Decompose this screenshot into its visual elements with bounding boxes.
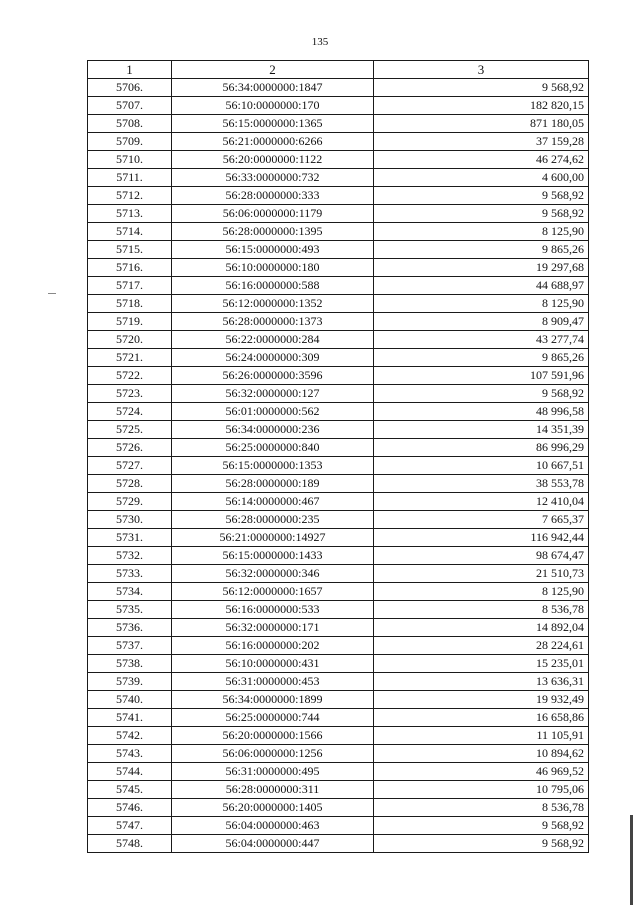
row-number-cell: 5727. [88, 457, 172, 475]
amount-cell: 10 667,51 [374, 457, 589, 475]
row-number-cell: 5728. [88, 475, 172, 493]
table-row [88, 493, 589, 511]
table-row [88, 457, 589, 475]
row-number-cell: 5715. [88, 241, 172, 259]
row-number-cell: 5712. [88, 187, 172, 205]
column-header-2: 2 [172, 61, 374, 79]
column-header-1: 1 [88, 61, 172, 79]
cadastral-number-cell: 56:06:0000000:1256 [172, 745, 374, 763]
row-number-cell: 5714. [88, 223, 172, 241]
row-number-cell: 5730. [88, 511, 172, 529]
table-row [88, 115, 589, 133]
amount-cell: 16 658,86 [374, 709, 589, 727]
cadastral-number-cell: 56:15:0000000:1365 [172, 115, 374, 133]
row-number-cell: 5746. [88, 799, 172, 817]
amount-cell: 19 297,68 [374, 259, 589, 277]
amount-cell: 8 536,78 [374, 601, 589, 619]
amount-cell: 12 410,04 [374, 493, 589, 511]
row-number-cell: 5734. [88, 583, 172, 601]
amount-cell: 871 180,05 [374, 115, 589, 133]
table-row [88, 745, 589, 763]
row-number-cell: 5721. [88, 349, 172, 367]
table-row [88, 367, 589, 385]
row-number-cell: 5742. [88, 727, 172, 745]
row-number-cell: 5718. [88, 295, 172, 313]
cadastral-number-cell: 56:04:0000000:463 [172, 817, 374, 835]
table-row [88, 151, 589, 169]
amount-cell: 9 568,92 [374, 835, 589, 853]
row-number-cell: 5738. [88, 655, 172, 673]
table-row [88, 601, 589, 619]
amount-cell: 98 674,47 [374, 547, 589, 565]
row-number-cell: 5747. [88, 817, 172, 835]
page-edge-mark [630, 815, 633, 905]
row-number-cell: 5733. [88, 565, 172, 583]
cadastral-number-cell: 56:32:0000000:127 [172, 385, 374, 403]
row-number-cell: 5731. [88, 529, 172, 547]
row-number-cell: 5711. [88, 169, 172, 187]
row-number-cell: 5709. [88, 133, 172, 151]
row-number-cell: 5706. [88, 79, 172, 97]
cadastral-number-cell: 56:21:0000000:6266 [172, 133, 374, 151]
amount-cell: 19 932,49 [374, 691, 589, 709]
cadastral-number-cell: 56:16:0000000:533 [172, 601, 374, 619]
cadastral-number-cell: 56:28:0000000:1395 [172, 223, 374, 241]
cadastral-number-cell: 56:04:0000000:447 [172, 835, 374, 853]
amount-cell: 107 591,96 [374, 367, 589, 385]
column-header-3: 3 [374, 61, 589, 79]
amount-cell: 9 568,92 [374, 187, 589, 205]
table-row [88, 133, 589, 151]
amount-cell: 116 942,44 [374, 529, 589, 547]
amount-cell: 43 277,74 [374, 331, 589, 349]
table-row [88, 205, 589, 223]
table-row [88, 421, 589, 439]
table-row [88, 655, 589, 673]
table-row [88, 781, 589, 799]
cadastral-number-cell: 56:15:0000000:493 [172, 241, 374, 259]
table-row [88, 529, 589, 547]
table-row [88, 97, 589, 115]
row-number-cell: 5710. [88, 151, 172, 169]
amount-cell: 8 125,90 [374, 583, 589, 601]
row-number-cell: 5716. [88, 259, 172, 277]
amount-cell: 46 274,62 [374, 151, 589, 169]
table-row [88, 79, 589, 97]
table-header [88, 61, 589, 79]
table-row [88, 295, 589, 313]
amount-cell: 9 568,92 [374, 205, 589, 223]
table-row [88, 241, 589, 259]
amount-cell: 14 351,39 [374, 421, 589, 439]
amount-cell: 9 865,26 [374, 241, 589, 259]
page-number: 135 [311, 36, 329, 48]
cadastral-number-cell: 56:10:0000000:431 [172, 655, 374, 673]
amount-cell: 46 969,52 [374, 763, 589, 781]
table-row [88, 619, 589, 637]
amount-cell: 48 996,58 [374, 403, 589, 421]
table-row [88, 259, 589, 277]
table-row [88, 709, 589, 727]
row-number-cell: 5724. [88, 403, 172, 421]
table-row [88, 349, 589, 367]
row-number-cell: 5717. [88, 277, 172, 295]
table-row [88, 313, 589, 331]
cadastral-number-cell: 56:21:0000000:14927 [172, 529, 374, 547]
cadastral-number-cell: 56:16:0000000:588 [172, 277, 374, 295]
row-number-cell: 5735. [88, 601, 172, 619]
cadastral-number-cell: 56:28:0000000:235 [172, 511, 374, 529]
row-number-cell: 5745. [88, 781, 172, 799]
cadastral-number-cell: 56:33:0000000:732 [172, 169, 374, 187]
row-number-cell: 5713. [88, 205, 172, 223]
table-row [88, 385, 589, 403]
table-row [88, 817, 589, 835]
cadastral-number-cell: 56:22:0000000:284 [172, 331, 374, 349]
amount-cell: 13 636,31 [374, 673, 589, 691]
row-number-cell: 5722. [88, 367, 172, 385]
table-row [88, 763, 589, 781]
cadastral-number-cell: 56:24:0000000:309 [172, 349, 374, 367]
table-row [88, 727, 589, 745]
table-row [88, 277, 589, 295]
row-number-cell: 5723. [88, 385, 172, 403]
row-number-cell: 5729. [88, 493, 172, 511]
amount-cell: 11 105,91 [374, 727, 589, 745]
table-row [88, 673, 589, 691]
amount-cell: 10 894,62 [374, 745, 589, 763]
cadastral-number-cell: 56:12:0000000:1352 [172, 295, 374, 313]
amount-cell: 14 892,04 [374, 619, 589, 637]
cadastral-number-cell: 56:28:0000000:1373 [172, 313, 374, 331]
row-number-cell: 5720. [88, 331, 172, 349]
row-number-cell: 5739. [88, 673, 172, 691]
table-row [88, 223, 589, 241]
table-row [88, 439, 589, 457]
table-row [88, 637, 589, 655]
header-row [88, 61, 589, 79]
table-row [88, 691, 589, 709]
data-table [87, 60, 589, 853]
scan-artifact-mark [48, 293, 56, 294]
cadastral-number-cell: 56:20:0000000:1566 [172, 727, 374, 745]
cadastral-number-cell: 56:32:0000000:171 [172, 619, 374, 637]
amount-cell: 21 510,73 [374, 565, 589, 583]
cadastral-number-cell: 56:16:0000000:202 [172, 637, 374, 655]
table-row [88, 583, 589, 601]
row-number-cell: 5740. [88, 691, 172, 709]
amount-cell: 38 553,78 [374, 475, 589, 493]
row-number-cell: 5744. [88, 763, 172, 781]
cadastral-number-cell: 56:28:0000000:311 [172, 781, 374, 799]
amount-cell: 10 795,06 [374, 781, 589, 799]
cadastral-number-cell: 56:25:0000000:840 [172, 439, 374, 457]
amount-cell: 9 568,92 [374, 79, 589, 97]
amount-cell: 8 125,90 [374, 295, 589, 313]
amount-cell: 8 536,78 [374, 799, 589, 817]
cadastral-number-cell: 56:20:0000000:1405 [172, 799, 374, 817]
cadastral-number-cell: 56:10:0000000:170 [172, 97, 374, 115]
cadastral-number-cell: 56:26:0000000:3596 [172, 367, 374, 385]
amount-cell: 9 568,92 [374, 385, 589, 403]
cadastral-number-cell: 56:15:0000000:1433 [172, 547, 374, 565]
table-row [88, 403, 589, 421]
cadastral-number-cell: 56:28:0000000:189 [172, 475, 374, 493]
cadastral-number-cell: 56:14:0000000:467 [172, 493, 374, 511]
table-row [88, 565, 589, 583]
row-number-cell: 5737. [88, 637, 172, 655]
table-row [88, 475, 589, 493]
cadastral-number-cell: 56:34:0000000:236 [172, 421, 374, 439]
row-number-cell: 5725. [88, 421, 172, 439]
cadastral-number-cell: 56:31:0000000:495 [172, 763, 374, 781]
table-row [88, 799, 589, 817]
cadastral-number-cell: 56:01:0000000:562 [172, 403, 374, 421]
table-row [88, 835, 589, 853]
table-row [88, 187, 589, 205]
cadastral-number-cell: 56:12:0000000:1657 [172, 583, 374, 601]
amount-cell: 7 665,37 [374, 511, 589, 529]
cadastral-number-cell: 56:25:0000000:744 [172, 709, 374, 727]
cadastral-number-cell: 56:34:0000000:1847 [172, 79, 374, 97]
cadastral-number-cell: 56:15:0000000:1353 [172, 457, 374, 475]
amount-cell: 9 568,92 [374, 817, 589, 835]
row-number-cell: 5748. [88, 835, 172, 853]
amount-cell: 44 688,97 [374, 277, 589, 295]
row-number-cell: 5732. [88, 547, 172, 565]
table-body [88, 79, 589, 853]
amount-cell: 28 224,61 [374, 637, 589, 655]
cadastral-number-cell: 56:06:0000000:1179 [172, 205, 374, 223]
row-number-cell: 5743. [88, 745, 172, 763]
row-number-cell: 5736. [88, 619, 172, 637]
amount-cell: 15 235,01 [374, 655, 589, 673]
cadastral-number-cell: 56:20:0000000:1122 [172, 151, 374, 169]
amount-cell: 37 159,28 [374, 133, 589, 151]
amount-cell: 9 865,26 [374, 349, 589, 367]
row-number-cell: 5707. [88, 97, 172, 115]
amount-cell: 4 600,00 [374, 169, 589, 187]
amount-cell: 8 125,90 [374, 223, 589, 241]
cadastral-number-cell: 56:34:0000000:1899 [172, 691, 374, 709]
amount-cell: 182 820,15 [374, 97, 589, 115]
table-row [88, 547, 589, 565]
table-row [88, 169, 589, 187]
amount-cell: 8 909,47 [374, 313, 589, 331]
cadastral-number-cell: 56:31:0000000:453 [172, 673, 374, 691]
amount-cell: 86 996,29 [374, 439, 589, 457]
row-number-cell: 5741. [88, 709, 172, 727]
row-number-cell: 5726. [88, 439, 172, 457]
cadastral-number-cell: 56:28:0000000:333 [172, 187, 374, 205]
table-row [88, 331, 589, 349]
cadastral-number-cell: 56:10:0000000:180 [172, 259, 374, 277]
table-row [88, 511, 589, 529]
row-number-cell: 5719. [88, 313, 172, 331]
row-number-cell: 5708. [88, 115, 172, 133]
cadastral-number-cell: 56:32:0000000:346 [172, 565, 374, 583]
